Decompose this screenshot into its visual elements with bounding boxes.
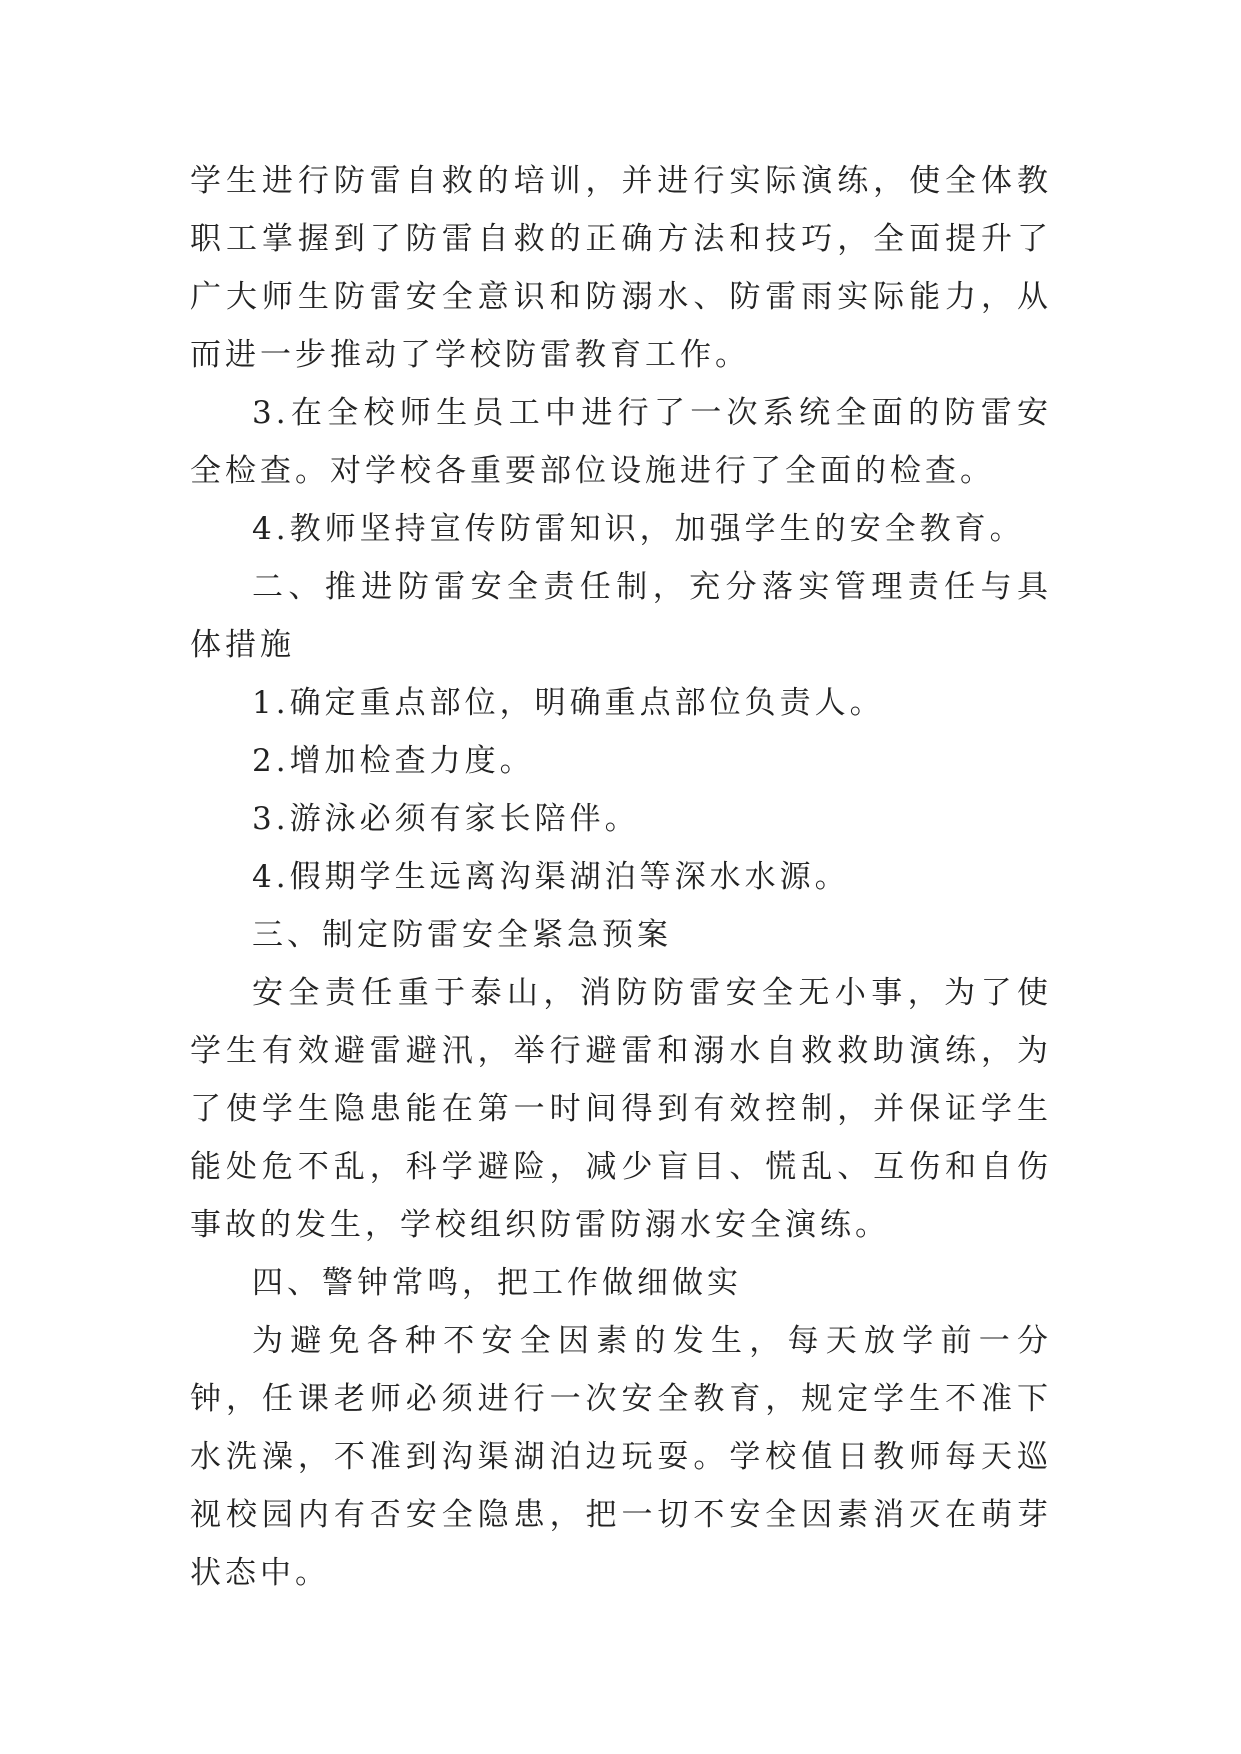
section-heading-2: 二、推进防雷安全责任制，充分落实管理责任与具体措施	[190, 569, 1052, 663]
list-item-3-inspection: 3.在全校师生员工中进行了一次系统全面的防雷安全检查。对学校各重要部位设施进行了全面的检查。	[190, 395, 1052, 489]
section-heading-4: 四、警钟常鸣，把工作做细做实	[252, 1265, 742, 1301]
list-item-3-swimming: 3.游泳必须有家长陪伴。	[252, 801, 640, 837]
list-item-4-water-sources: 4.假期学生远离沟渠湖泊等深水水源。	[252, 859, 850, 895]
list-item-1-key-positions: 1.确定重点部位，明确重点部位负责人。	[252, 685, 885, 721]
document-body	[190, 152, 1052, 1602]
section-heading-3: 三、制定防雷安全紧急预案	[252, 917, 672, 953]
paragraph-emergency-plan: 安全责任重于泰山，消防防雷安全无小事，为了使学生有效避雷避汛，举行避雷和溺水自救救助演练，为了使学生隐患能在第一时间得到有效控制，并保证学生能处危不乱，科学避险，减少盲目、慌乱、互伤和自伤事故的发生，学校组织防雷防溺水安全演练。	[190, 975, 1052, 1243]
list-item-2-inspection-intensity: 2.增加检查力度。	[252, 743, 535, 779]
list-item-4-publicity: 4.教师坚持宣传防雷知识，加强学生的安全教育。	[252, 511, 1025, 547]
paragraph-daily-safety: 为避免各种不安全因素的发生，每天放学前一分钟，任课老师必须进行一次安全教育，规定学生不准下水洗澡，不准到沟渠湖泊边玩耍。学校值日教师每天巡视校园内有否安全隐患，把一切不安全因素消灭在萌芽状态中。	[190, 1323, 1052, 1591]
paragraph-continuation: 学生进行防雷自救的培训，并进行实际演练，使全体教职工掌握到了防雷自救的正确方法和技巧，全面提升了广大师生防雷安全意识和防溺水、防雷雨实际能力，从而进一步推动了学校防雷教育工作。	[190, 163, 1052, 373]
